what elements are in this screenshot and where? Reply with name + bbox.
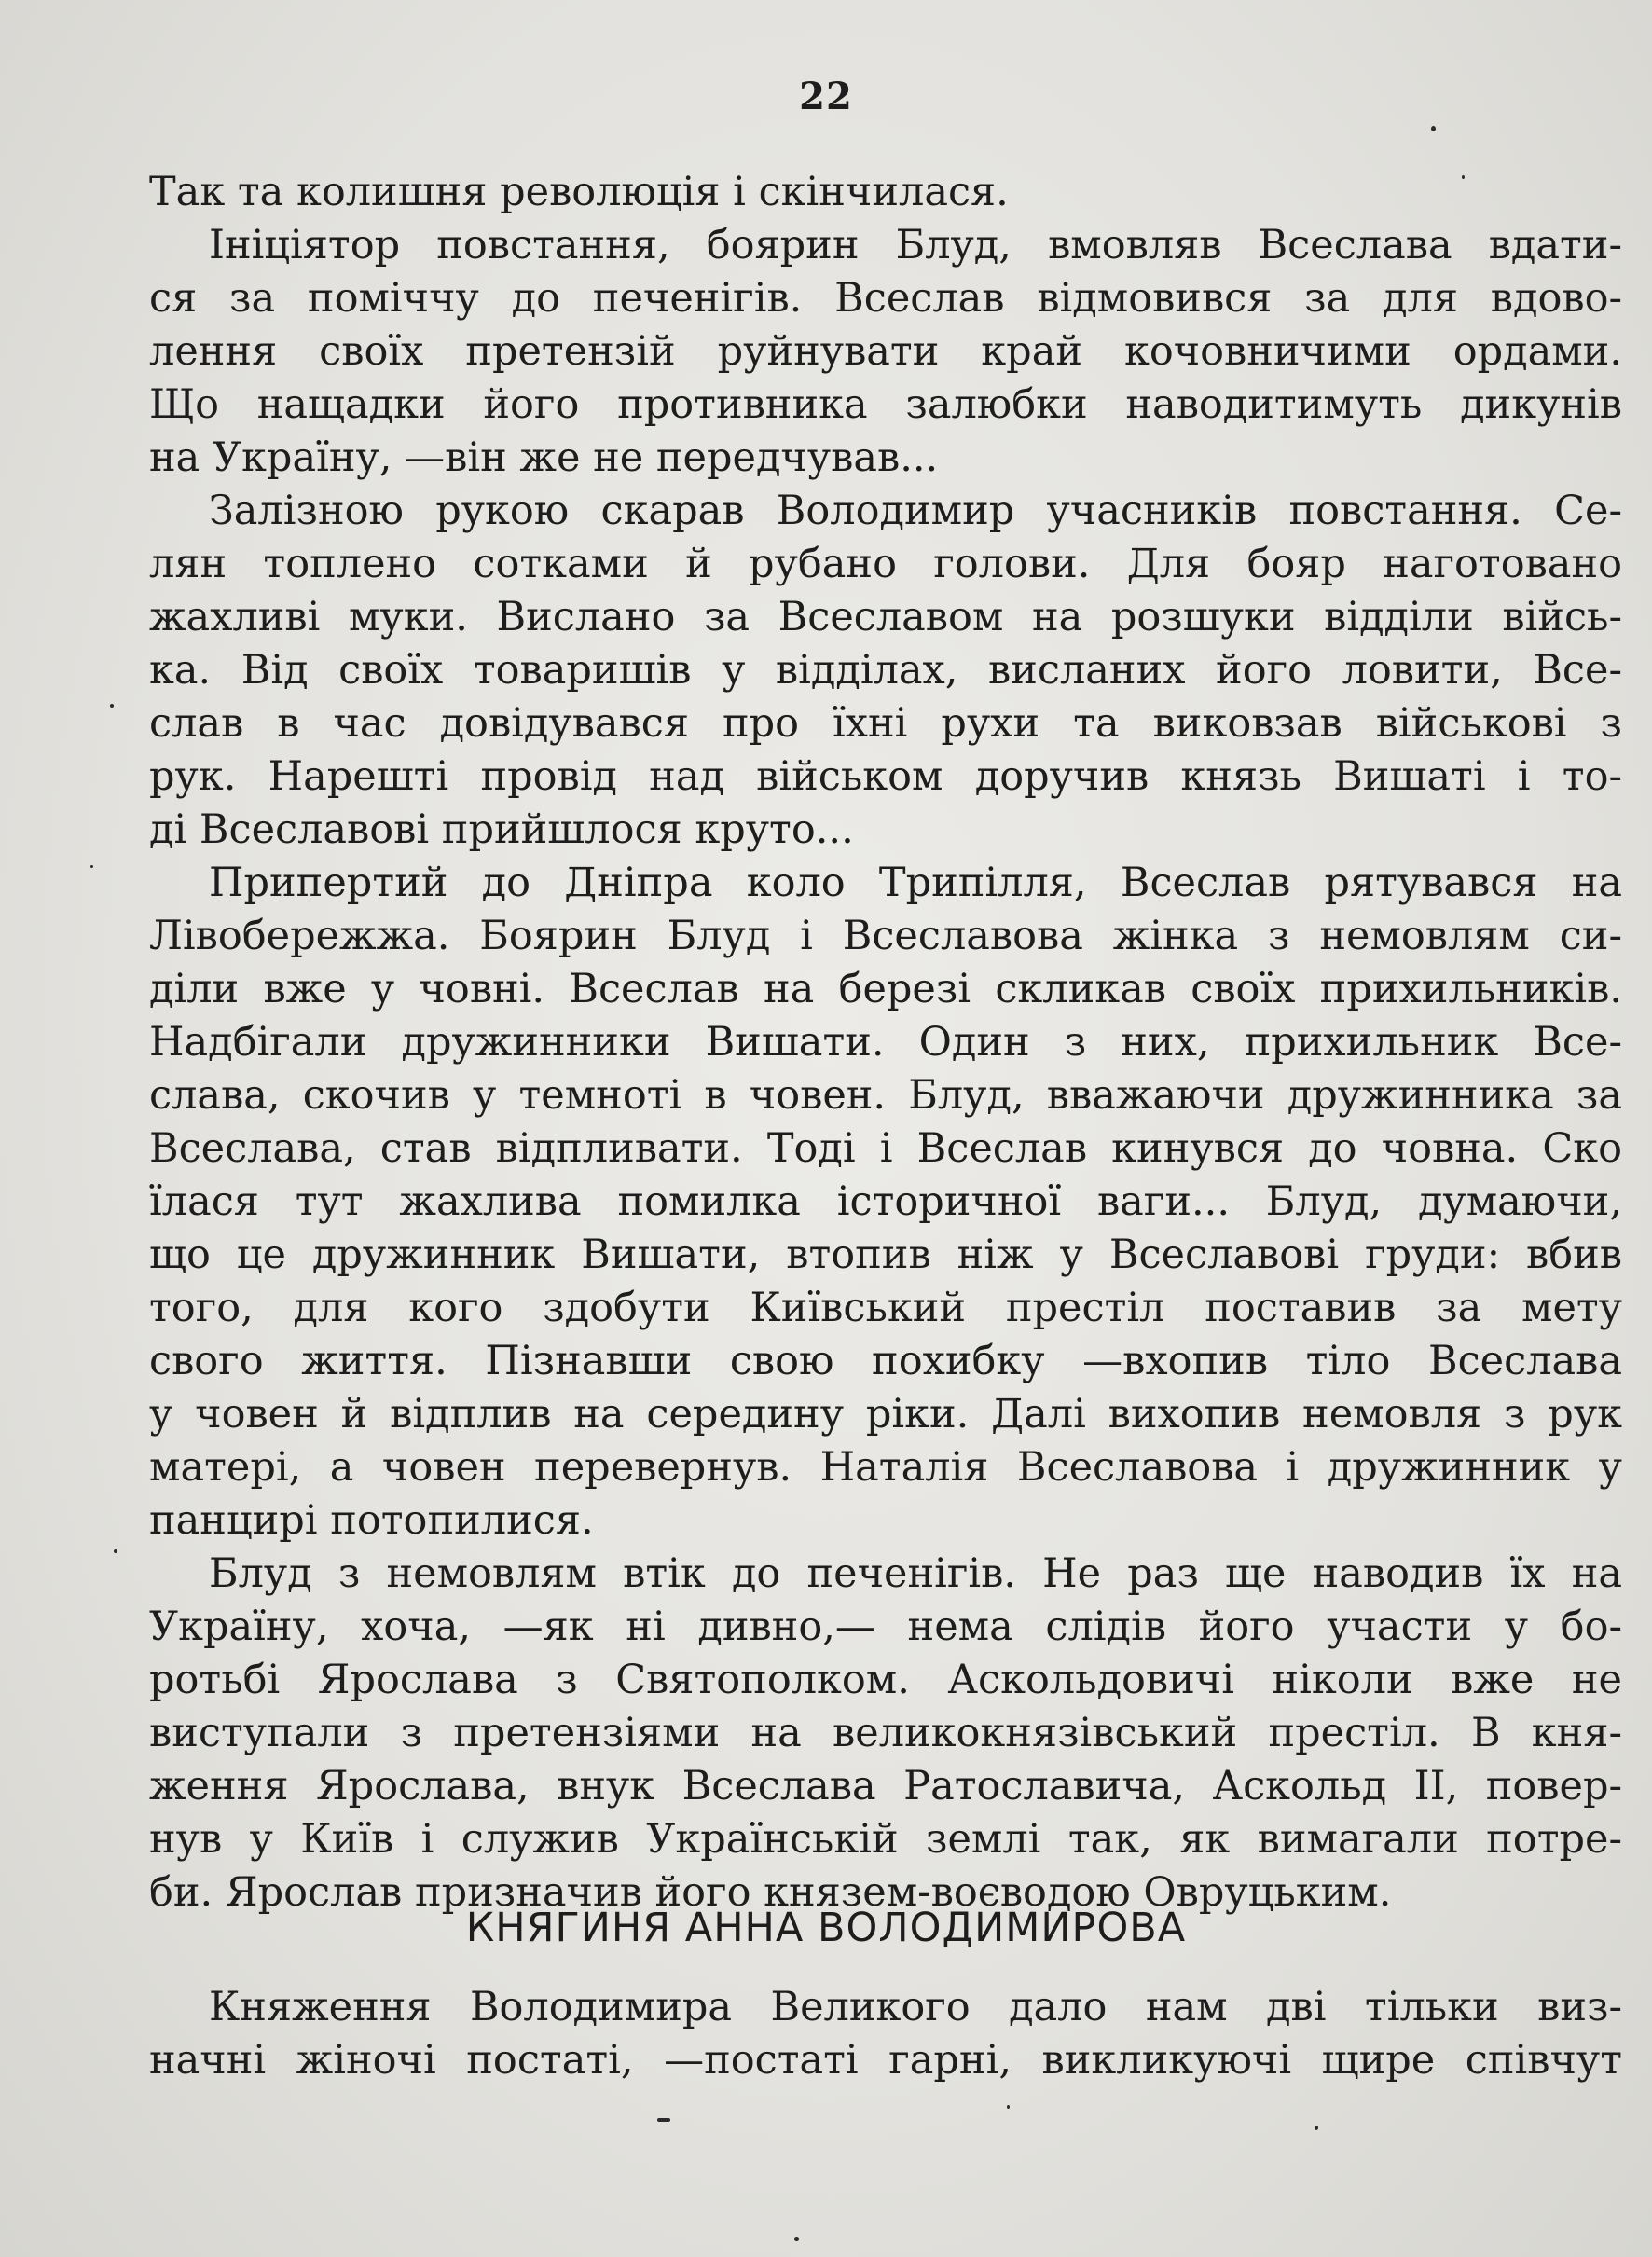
text-line: Княження Володимира Великого дало нам дві тільки виз-	[209, 1984, 1622, 2030]
text-line: слав в час довідувався про їхні рухи та виковзав військові з	[149, 700, 1622, 747]
text-line: слава, скочив у темноті в човен. Блуд, вважаючи дружинника за	[149, 1072, 1622, 1119]
paragraph	[149, 1981, 1622, 2087]
text-line: на Україну, —він же не передчував...	[149, 434, 939, 481]
text-line: жахливі муки. Вислано за Всеславом на розшуки відділи війсь-	[149, 594, 1622, 640]
text-line: ді Всеславові прийшлося круто...	[149, 806, 854, 853]
paragraph	[149, 1548, 1622, 1920]
text-line: Залізною рукою скарав Володимир учасників повстання. Се-	[209, 488, 1622, 534]
text-line: ся за поміччу до печенігів. Всеслав відмовився за для вдово-	[149, 275, 1622, 322]
text-line: Ініціятор повстання, боярин Блуд, вмовляв Всеслава вдати-	[209, 222, 1622, 268]
text-line: у човен й відплив на середину ріки. Далі вихопив немовля з рук	[149, 1391, 1622, 1438]
text-line: Блуд з немовлям втік до печенігів. Не раз ще наводив їх на	[209, 1550, 1622, 1597]
text-line: начні жіночі постаті, —постаті гарні, викликуючі щире співчут	[149, 2037, 1622, 2084]
paragraph	[149, 485, 1622, 857]
text-line: виступали з претензіями на великокнязівський престіл. В кня-	[149, 1710, 1622, 1756]
paragraph	[149, 166, 1622, 219]
text-line: свого життя. Пізнавши свою похибку —вхопив тіло Всеслава	[149, 1338, 1622, 1384]
text-line: діли вже у човні. Всеслав на березі скликав своїх прихильників.	[149, 966, 1622, 1012]
text-line: би. Ярослав призначив його князем-воєводою Овруцьким.	[149, 1869, 1392, 1916]
text-line: нув у Київ і служив Українській землі так, як вимагали потре-	[149, 1816, 1622, 1863]
text-line: матері, а човен перевернув. Наталія Всеславова і дружинник у	[149, 1444, 1622, 1491]
section-heading: КНЯГИНЯ АННА ВОЛОДИМИРОВА	[465, 1905, 1187, 1951]
text-line: Всеслава, став відпливати. Тоді і Всеслав кинувся до човна. Ско	[149, 1125, 1622, 1172]
paragraph	[149, 219, 1622, 485]
text-line: Україну, хоча, —як ні дивно,— нема слідів його участи у бо-	[149, 1603, 1622, 1650]
text-line: панцирі потопилися.	[149, 1497, 594, 1544]
text-line: Лівобережжа. Боярин Блуд і Всеславова жінка з немовлям си-	[149, 913, 1622, 959]
text-line: рук. Нарешті провід над військом доручив князь Вишаті і то-	[149, 753, 1622, 800]
paragraph	[149, 857, 1622, 1548]
text-line: ка. Від своїх товаришів у відділах, висланих його ловити, Все-	[149, 647, 1622, 694]
text-line: ження Ярослава, внук Всеслава Ратославича, Аскольд II, повер-	[149, 1763, 1622, 1810]
text-line: їлася тут жахлива помилка історичної ваги... Блуд, думаючи,	[149, 1178, 1622, 1225]
text-line: того, для кого здобути Київський престіл поставив за мету	[149, 1285, 1622, 1331]
text-line: Що нащадки його противника залюбки наводитимуть дикунів	[149, 381, 1622, 428]
text-line: Надбігали дружинники Вишати. Один з них, прихильник Все-	[149, 1019, 1622, 1066]
text-line: ротьбі Ярослава з Святополком. Аскольдовичі ніколи вже не	[149, 1657, 1622, 1703]
body-text	[149, 166, 1622, 1920]
text-line: лян топлено сотками й рубано голови. Для бояр наготовано	[149, 541, 1622, 587]
section-body-text	[149, 1981, 1622, 2087]
page-number: 22	[799, 75, 853, 118]
text-line: що це дружинник Вишати, втопив ніж у Всеславові груди: вбив	[149, 1232, 1622, 1278]
text-line: Припертий до Дніпра коло Трипілля, Всеслав рятувався на	[209, 860, 1622, 906]
text-line: Так та колишня революція і скінчилася.	[149, 169, 1009, 215]
text-line: лення своїх претензій руйнувати край кочовничими ордами.	[149, 328, 1622, 375]
